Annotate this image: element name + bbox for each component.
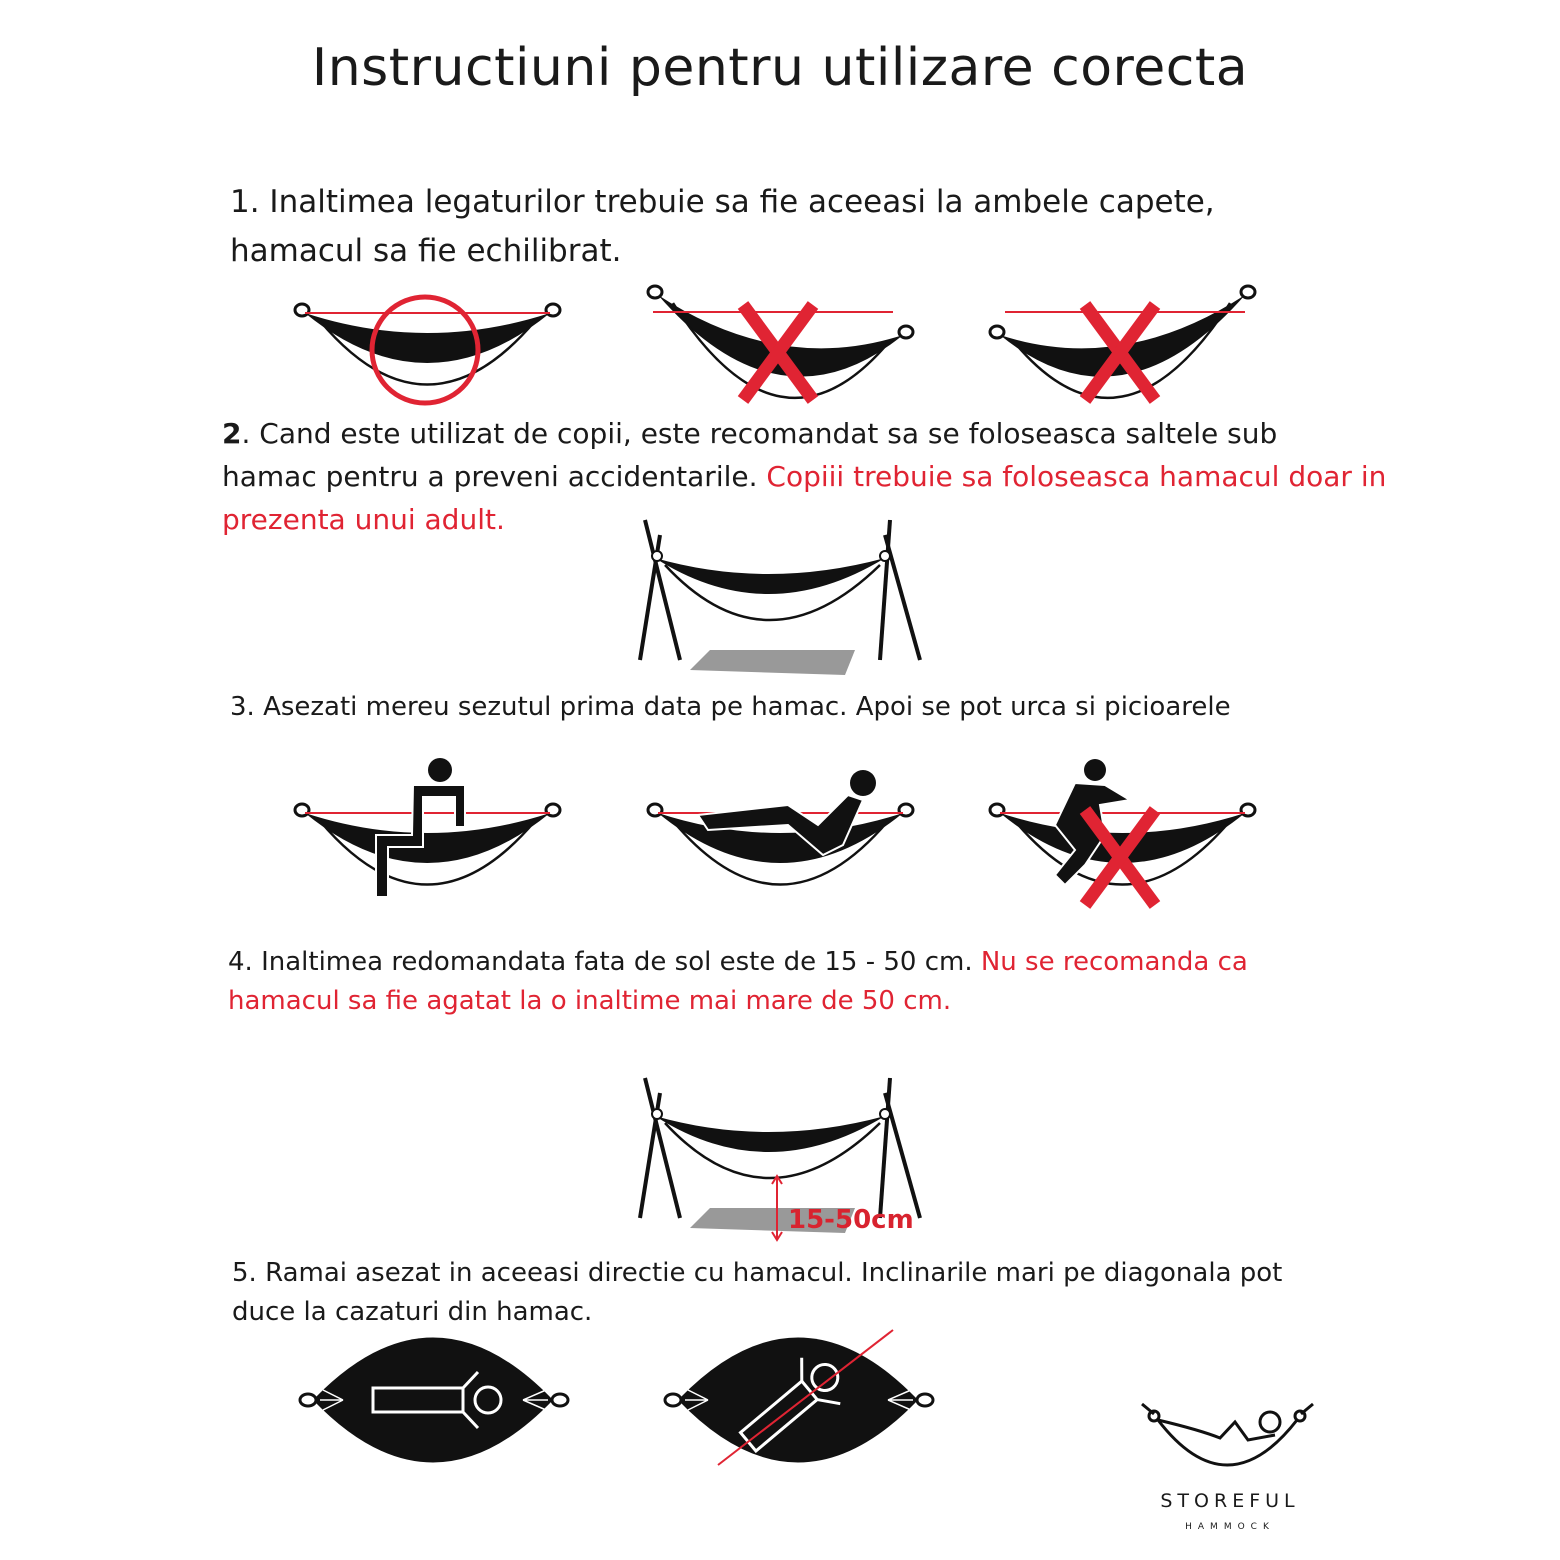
step-3-text: 3. Asezati mereu sezutul prima data pe hamac. Apoi se pot urca si picioarele bbox=[230, 692, 1231, 722]
step-4-warning: Nu se recomanda ca bbox=[980, 947, 1248, 977]
hammock-balanced-correct-icon bbox=[295, 295, 560, 410]
height-label: 15-50cm bbox=[788, 1205, 914, 1235]
step-1-text bbox=[230, 178, 1215, 276]
step-5-line: 5. Ramai asezat in aceeasi directie cu hamacul. Inclinarile mari pe diagonala pot bbox=[232, 1258, 1283, 1288]
hammock-uneven-right-wrong-icon bbox=[990, 290, 1255, 405]
storeful-logo-icon bbox=[1140, 1400, 1315, 1475]
step-2-warning: Copiii trebuie sa foloseasca hamacul doar in bbox=[766, 460, 1387, 493]
step-2-line: hamac pentru a preveni accidentarile. bbox=[222, 460, 767, 493]
step-2-warning: prezenta unui adult. bbox=[222, 503, 505, 536]
hammock-top-view-straight-icon bbox=[298, 1340, 573, 1465]
step-2-line: . Cand este utilizat de copii, este recomandat sa se foloseasca saltele sub bbox=[241, 417, 1278, 450]
hammock-uneven-left-wrong-icon bbox=[648, 290, 913, 405]
step-4-text bbox=[228, 943, 1248, 1021]
logo-name: STOREFUL bbox=[1160, 1490, 1300, 1512]
step-1-line: hamacul sa fie echilibrat. bbox=[230, 233, 622, 269]
hammock-sit-first-icon bbox=[295, 795, 560, 910]
page-title: Instructiuni pentru utilizare corecta bbox=[311, 38, 1249, 98]
logo-subtitle: HAMMOCK bbox=[1185, 1522, 1275, 1532]
step-5-line: duce la cazaturi din hamac. bbox=[232, 1297, 593, 1327]
hammock-climb-wrong-icon bbox=[990, 795, 1255, 910]
hammock-top-view-diagonal-wrong-icon bbox=[663, 1340, 938, 1465]
hammock-stand-with-mat-icon bbox=[635, 520, 925, 685]
step-4-line: 4. Inaltimea redomandata fata de sol este de 15 - 50 cm. bbox=[228, 947, 981, 977]
step-1-line: 1. Inaltimea legaturilor trebuie sa fie aceeasi la ambele capete, bbox=[230, 184, 1215, 220]
step-5-text bbox=[232, 1254, 1282, 1332]
hammock-lie-down-icon bbox=[648, 795, 913, 910]
step-2-number: 2 bbox=[222, 417, 242, 450]
step-4-warning: hamacul sa fie agatat la o inaltime mai mare de 50 cm. bbox=[228, 986, 952, 1016]
